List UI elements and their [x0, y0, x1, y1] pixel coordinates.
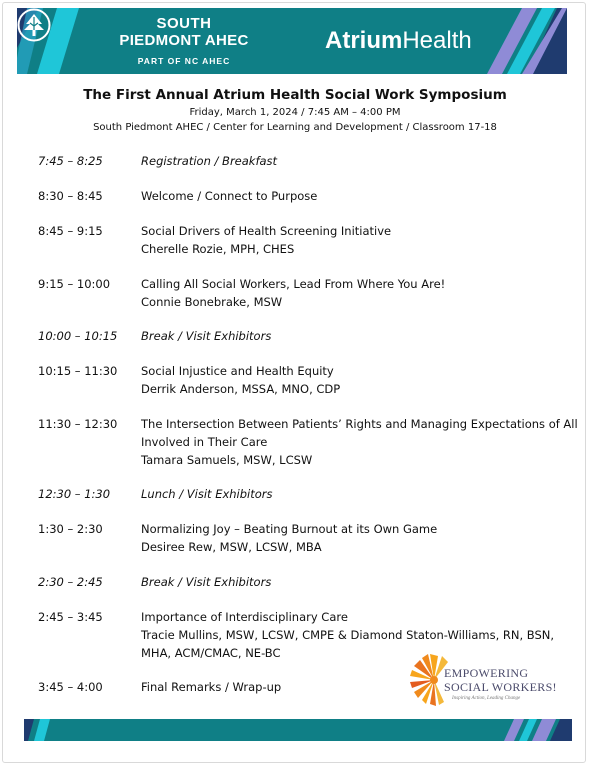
brand-atrium: Atrium — [325, 27, 403, 54]
agenda-description — [141, 222, 561, 258]
agenda-time: 10:00 – 10:15 — [38, 329, 118, 343]
agenda-line: Normalizing Joy – Beating Burnout at its Own Game — [141, 522, 438, 536]
agenda-description — [141, 520, 561, 556]
agenda-line: Registration / Breakfast — [141, 154, 278, 168]
agenda-line: Break / Visit Exhibitors — [141, 329, 272, 343]
agenda-description — [141, 362, 561, 398]
south-piedmont-ahec-logo — [109, 16, 259, 66]
agenda-time: 7:45 – 8:25 — [38, 154, 103, 168]
agenda-line: Break / Visit Exhibitors — [141, 575, 272, 589]
agenda-description — [141, 485, 561, 503]
agenda-time: 8:30 – 8:45 — [38, 189, 103, 203]
ahec-line3: PART OF NC AHEC — [137, 56, 231, 66]
agenda-line: Final Remarks / Wrap-up — [141, 680, 282, 694]
agenda-line: Calling All Social Workers, Lead From Where You Are! — [141, 277, 446, 291]
agenda-time: 10:15 – 11:30 — [38, 364, 118, 378]
atrium-tree-icon — [17, 8, 51, 42]
banner-stripes — [17, 8, 567, 74]
agenda-speaker: MHA, ACM/CMAC, NE-BC — [141, 646, 281, 660]
agenda-description — [141, 415, 578, 469]
agenda-description — [141, 187, 561, 205]
empowering-line1: EMPOWERING — [444, 666, 529, 680]
agenda-speaker: Tamara Samuels, MSW, LCSW — [141, 453, 313, 467]
agenda-line: Importance of Interdisciplinary Care — [141, 610, 348, 624]
agenda-time: 9:15 – 10:00 — [38, 277, 111, 291]
agenda-line: Involved in Their Care — [141, 435, 268, 449]
agenda-description — [141, 152, 561, 170]
agenda-speaker: Tracie Mullins, MSW, LCSW, CMPE & Diamond Staton-Williams, RN, BSN, — [141, 628, 555, 642]
event-title: The First Annual Atrium Health Social Work Symposium — [83, 87, 507, 103]
agenda-speaker: Cherelle Rozie, MPH, CHES — [141, 242, 295, 256]
agenda-speaker: Connie Bonebrake, MSW — [141, 295, 283, 309]
agenda-description — [141, 327, 561, 345]
agenda-line: The Intersection Between Patients’ Rights and Managing Expectations of All — [141, 417, 578, 431]
ahec-line1: SOUTH — [156, 15, 212, 32]
agenda-time: 8:45 – 9:15 — [38, 224, 103, 238]
agenda-description — [141, 275, 561, 311]
empowering-line2: SOCIAL WORKERS! — [444, 680, 557, 694]
agenda-time: 2:30 – 2:45 — [38, 575, 103, 589]
footer-banner — [24, 719, 572, 741]
ahec-line2: PIEDMONT AHEC — [119, 32, 249, 49]
agenda-line: Welcome / Connect to Purpose — [141, 189, 318, 203]
event-location: South Piedmont AHEC / Center for Learning and Development / Classroom 17-18 — [93, 122, 497, 133]
agenda-line: Social Injustice and Health Equity — [141, 364, 334, 378]
header-banner — [17, 8, 567, 74]
agenda-speaker: Derrik Anderson, MSSA, MNO, CDP — [141, 382, 341, 396]
event-date-time: Friday, March 1, 2024 / 7:45 AM – 4:00 PM — [189, 107, 401, 118]
agenda-line: Social Drivers of Health Screening Initiative — [141, 224, 392, 238]
agenda-line: Lunch / Visit Exhibitors — [141, 487, 273, 501]
agenda-time: 11:30 – 12:30 — [38, 417, 118, 431]
atrium-health-brand — [325, 28, 472, 54]
agenda-description — [141, 573, 561, 591]
footer-stripes — [24, 719, 572, 741]
empowering-tagline: Inspiring Action, Leading Change — [452, 696, 521, 701]
brand-health: Health — [402, 27, 472, 54]
agenda-time: 2:45 – 3:45 — [38, 610, 103, 624]
agenda-time: 1:30 – 2:30 — [38, 522, 103, 536]
agenda-time: 3:45 – 4:00 — [38, 680, 103, 694]
agenda-time: 12:30 – 1:30 — [38, 487, 111, 501]
agenda-speaker: Desiree Rew, MSW, LCSW, MBA — [141, 540, 322, 554]
